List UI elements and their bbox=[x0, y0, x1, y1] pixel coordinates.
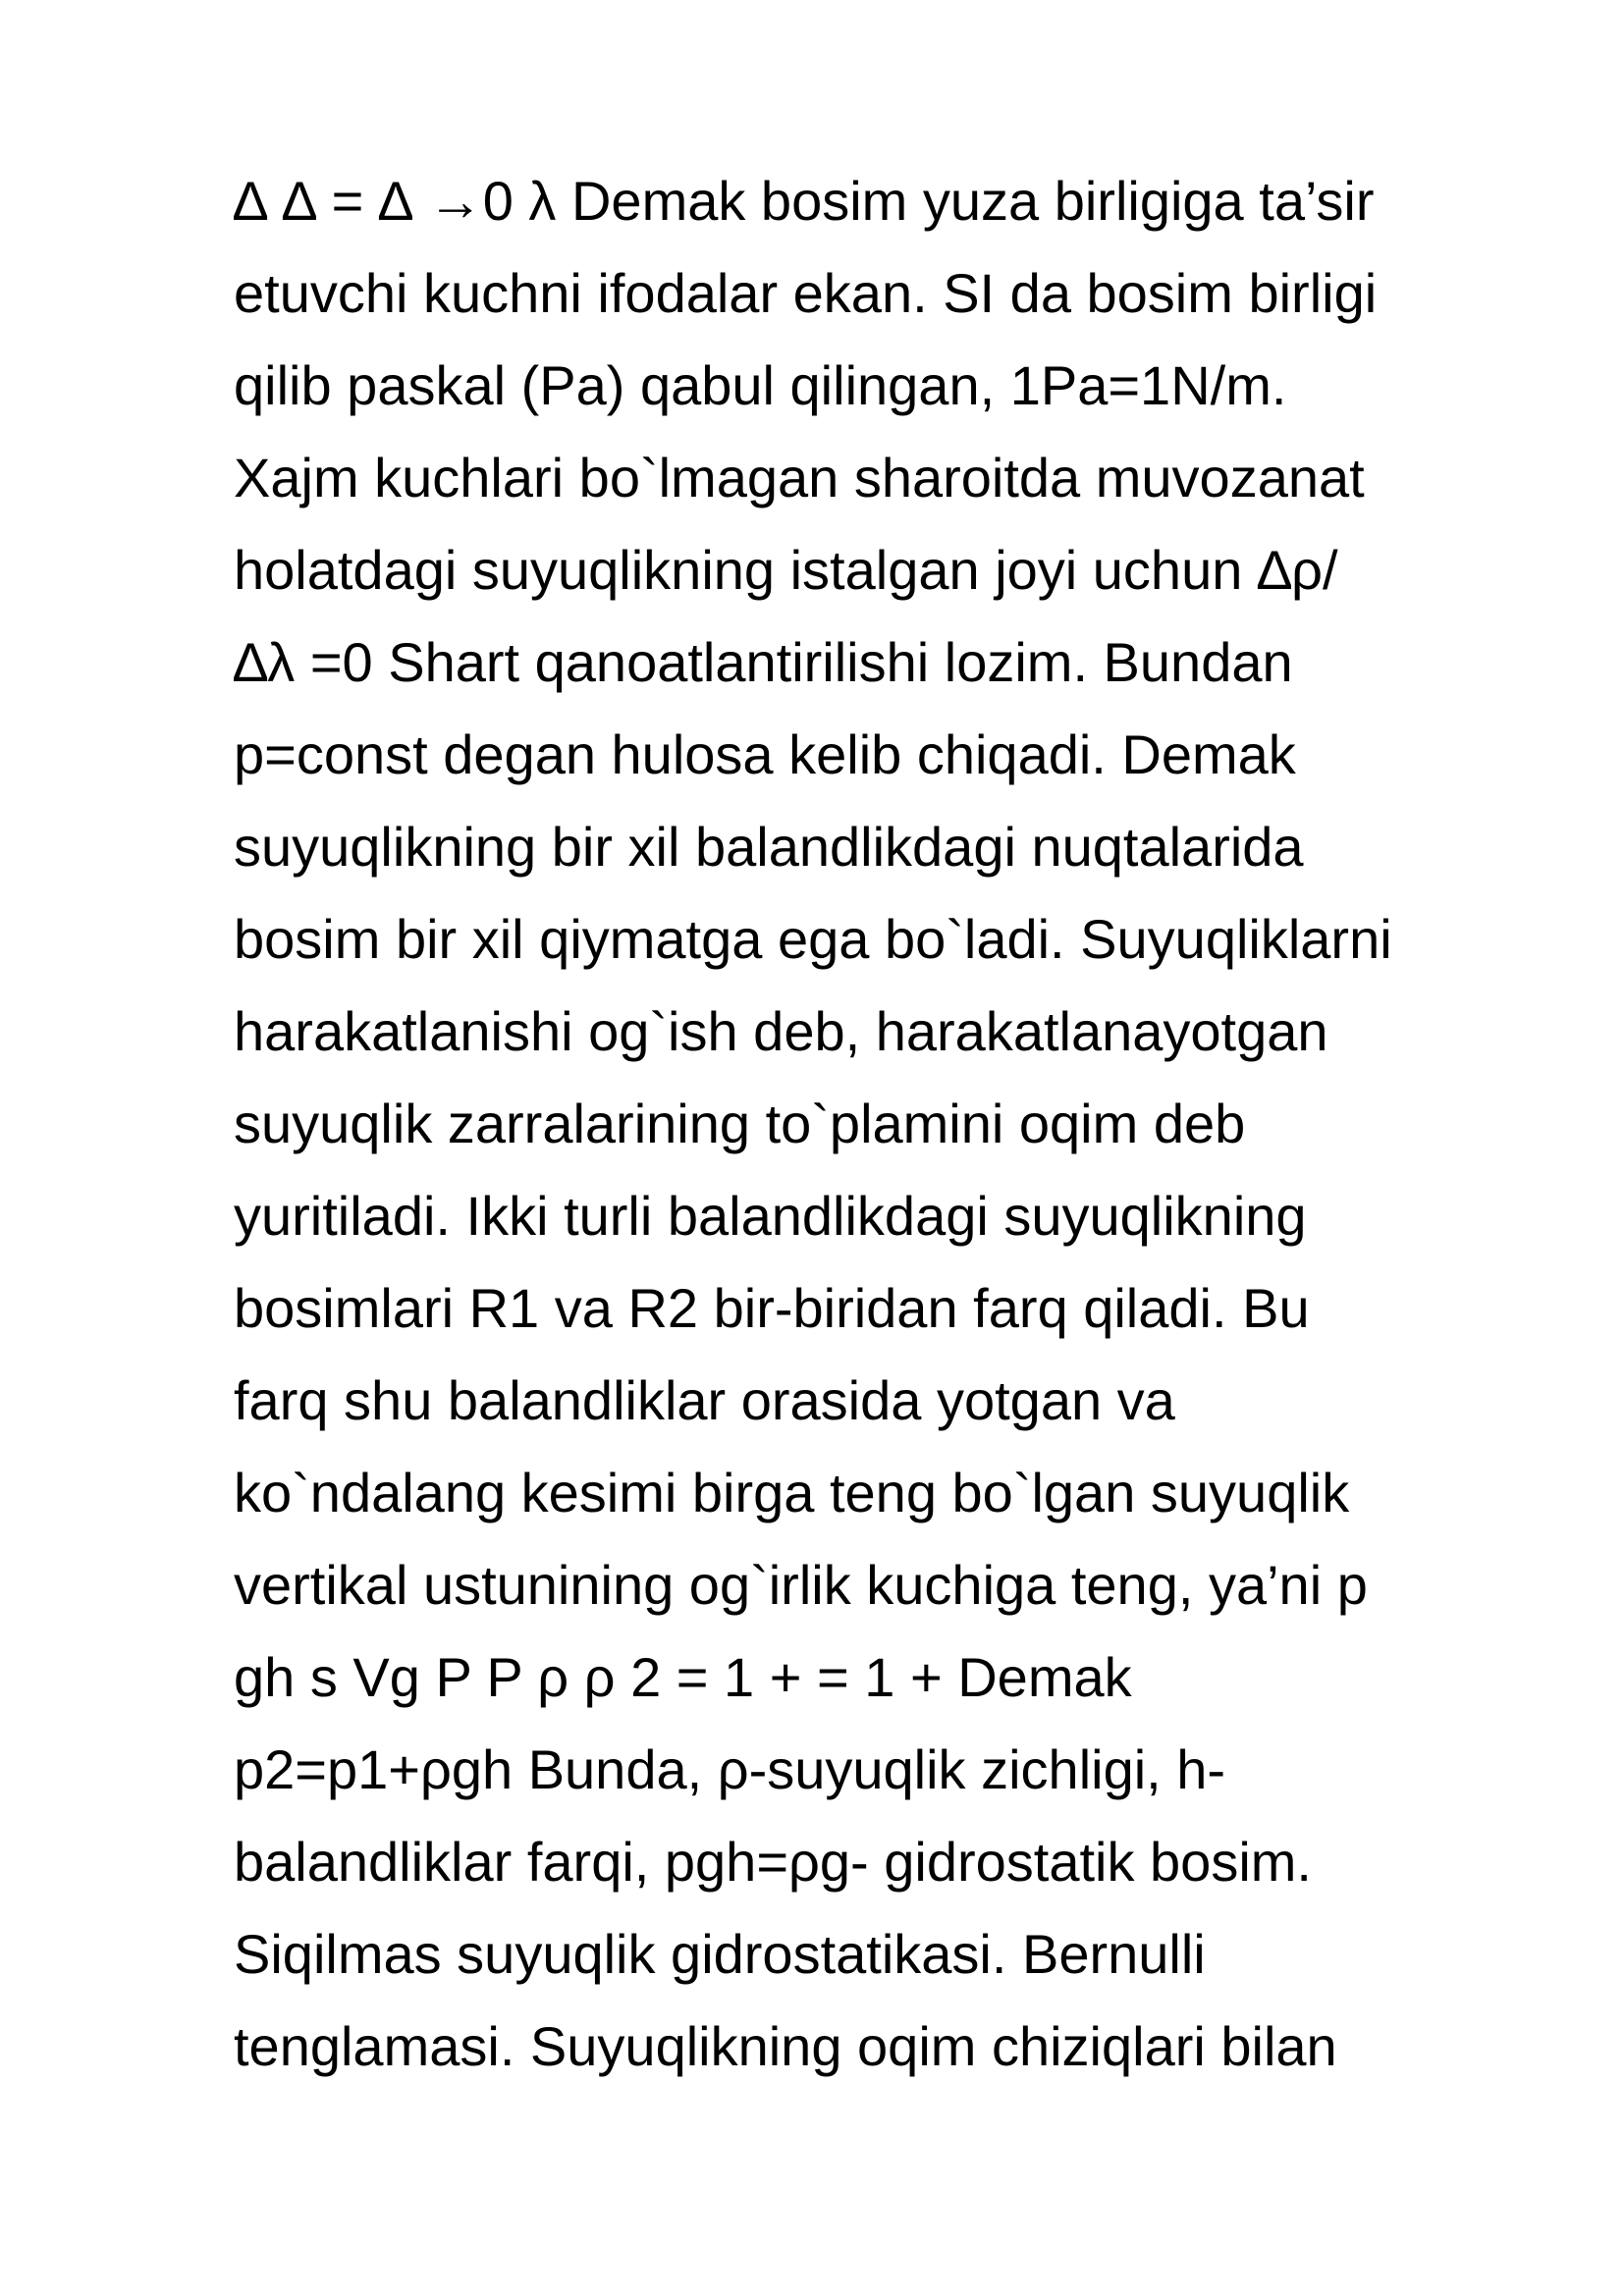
text-line: Xajm kuchlari bo`lmagan sharoitda muvozanat bbox=[234, 447, 1365, 508]
text-line: balandliklar farqi, pgh=ρg- gidrostatik bosim. bbox=[234, 1831, 1312, 1893]
text-line: harakatlanishi og`ish deb, harakatlanayotgan bbox=[234, 1000, 1328, 1062]
text-line: p2=p1+ρgh Bunda, ρ-suyuqlik zichligi, h- bbox=[234, 1738, 1226, 1800]
text-line: bosim bir xil qiymatga ega bo`ladi. Suyuqliklarni bbox=[234, 908, 1392, 970]
text-line: ∆λ =0 Shart qanoatlantirilishi lozim. Bundan bbox=[234, 631, 1293, 693]
body-text bbox=[234, 155, 1530, 2093]
text-line: gh s Vg P P ρ ρ 2 = 1 + = 1 + Demak bbox=[234, 1646, 1132, 1708]
text-line: holatdagi suyuqlikning istalgan joyi uchun ∆ρ/ bbox=[234, 539, 1338, 601]
text-line: yuritiladi. Ikki turli balandlikdagi suyuqlikning bbox=[234, 1185, 1307, 1247]
text-line: qilib paskal (Pa) qabul qilingan, 1Pa=1N/m. bbox=[234, 354, 1287, 416]
text-line: suyuqlikning bir xil balandlikdagi nuqtalarida bbox=[234, 816, 1304, 878]
text-line: farq shu balandliklar orasida yotgan va bbox=[234, 1369, 1175, 1431]
text-line: ∆ ∆ = ∆ →0 λ Demak bosim yuza birligiga ta’sir bbox=[234, 170, 1375, 232]
text-line: suyuqlik zarralarining to`plamini oqim deb bbox=[234, 1093, 1246, 1154]
text-line: p=const degan hulosa kelib chiqadi. Demak bbox=[234, 723, 1296, 785]
text-line: tenglamasi. Suyuqlikning oqim chiziqlari bilan bbox=[234, 2015, 1337, 2077]
text-line: etuvchi kuchni ifodalar ekan. SI da bosim birligi bbox=[234, 262, 1378, 324]
text-line: Siqilmas suyuqlik gidrostatikasi. Bernulli bbox=[234, 1923, 1206, 1985]
text-line: vertikal ustunining og`irlik kuchiga teng, ya’ni p bbox=[234, 1554, 1368, 1616]
text-line: bosimlari R1 va R2 bir-biridan farq qiladi. Bu bbox=[234, 1277, 1310, 1339]
text-line: ko`ndalang kesimi birga teng bo`lgan suyuqlik bbox=[234, 1462, 1350, 1523]
